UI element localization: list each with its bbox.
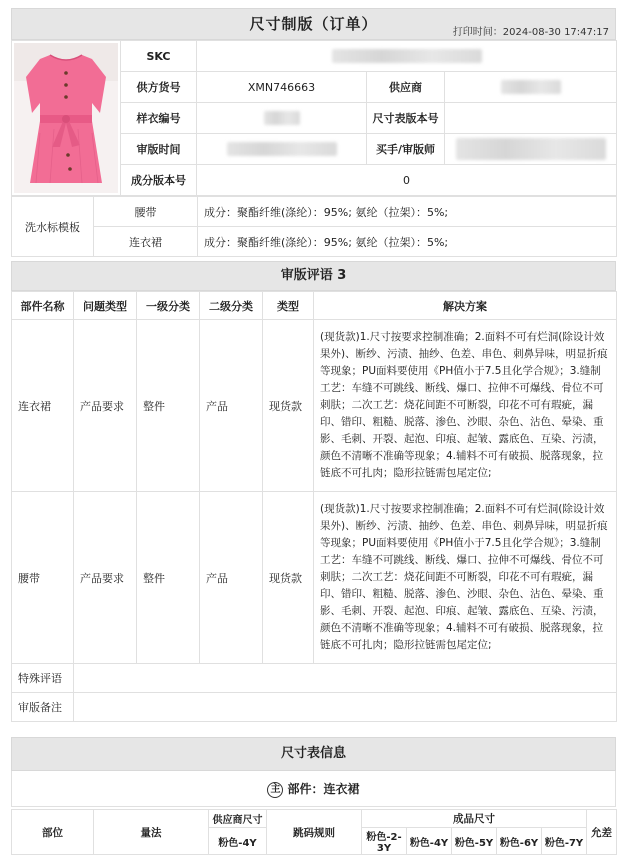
review-header-cat1: 一级分类 — [137, 292, 200, 320]
skc-value — [197, 41, 617, 72]
review-cat2: 产品 — [200, 492, 263, 664]
title-bar — [11, 8, 616, 40]
wash-label-template-label: 洗水标模板 — [12, 197, 94, 257]
review-kind: 现货款 — [263, 320, 314, 492]
size-header-supplier-size: 供应商尺寸 — [209, 810, 267, 828]
wash-value-dress: 成分：聚酯纤维(涤纶）：95%; 氨纶（拉架）：5%; — [198, 227, 617, 257]
size-header-grading: 跳码规则 — [267, 810, 362, 855]
size-header-position: 部位 — [12, 810, 94, 855]
product-photo-cell — [12, 41, 121, 196]
sample-no-label: 样衣编号 — [121, 103, 197, 134]
wash-part-belt: 腰带 — [94, 197, 198, 227]
special-comment-row — [12, 664, 617, 693]
review-header-part: 部件名称 — [12, 292, 74, 320]
size-chart-table — [11, 809, 617, 855]
review-kind: 现货款 — [263, 492, 314, 664]
size-header-size: 粉色-6Y — [497, 828, 542, 855]
size-header-size: 粉色-7Y — [542, 828, 587, 855]
table-row — [12, 492, 617, 664]
dress-image — [14, 43, 118, 193]
buyer-label: 买手/审版师 — [367, 134, 445, 165]
review-note-label: 审版备注 — [12, 693, 74, 722]
review-header-kind: 类型 — [263, 292, 314, 320]
review-note-value — [74, 693, 617, 722]
product-photo[interactable] — [14, 43, 118, 193]
special-comment-value — [74, 664, 617, 693]
skc-label: SKC — [121, 41, 197, 72]
supplier-item-value: XMN746663 — [197, 72, 367, 103]
supplier-label: 供应商 — [367, 72, 445, 103]
review-issue-type: 产品要求 — [74, 492, 137, 664]
page-title: 尺寸制版（订单） — [249, 15, 378, 33]
review-note-row — [12, 693, 617, 722]
review-section-title: 审版评语 3 — [11, 261, 616, 291]
wash-value-belt: 成分：聚酯纤维(涤纶）：95%; 氨纶（拉架）：5%; — [198, 197, 617, 227]
redacted-value — [456, 138, 606, 160]
composition-version-label: 成分版本号 — [121, 165, 197, 196]
review-time-value — [197, 134, 367, 165]
review-header-solution: 解决方案 — [314, 292, 617, 320]
redacted-value — [264, 111, 300, 125]
review-solution: (现货款)1.尺寸按要求控制准确；2.面料不可有烂洞(除设计效果外)、断纱、污渍、抽纱、色差、串色、刺鼻异味，明显折痕等现象；PU面料要使用《PH值小于7.5且化学合规》；3.缝制工艺：车缝不可跳线、断线、爆口、拉伸不可爆线、骨位不可刺肤；二次工艺：烧花间距不可断裂，印花不可有瑕疵，漏印、错印、粗糙、脱落、渗色、沙眼、杂色、沾色、晕染、重影、毛刺、开裂、起泡、印痕、起皱、露底色、互染、污渍，颜色不清晰不准确等现象；4.辅料不可有破损、脱落现象，拉链底不可扎肉；隐形拉链需包尾定位; — [314, 492, 617, 664]
review-time-label: 审版时间 — [121, 134, 197, 165]
page — [11, 8, 616, 855]
sample-no-value — [197, 103, 367, 134]
review-issue-type: 产品要求 — [74, 320, 137, 492]
review-cat1: 整件 — [137, 320, 200, 492]
size-header-size: 粉色-5Y — [452, 828, 497, 855]
review-table — [11, 291, 617, 722]
size-header-supplier-size-sub: 粉色-4Y — [209, 828, 267, 855]
info-table — [11, 40, 617, 196]
size-chart-version-value — [445, 103, 617, 134]
redacted-value — [332, 49, 482, 63]
special-comment-label: 特殊评语 — [12, 664, 74, 693]
review-solution: (现货款)1.尺寸按要求控制准确；2.面料不可有烂洞(除设计效果外)、断纱、污渍、抽纱、色差、串色、刺鼻异味，明显折痕等现象；PU面料要使用《PH值小于7.5且化学合规》；3.缝制工艺：车缝不可跳线、断线、爆口、拉伸不可爆线、骨位不可刺肤；二次工艺：烧花间距不可断裂，印花不可有瑕疵，漏印、错印、粗糙、脱落、渗色、沙眼、杂色、沾色、晕染、重影、毛刺、开裂、起泡、印痕、起皱、露底色、互染、污渍，颜色不清晰不准确等现象；4.辅料不可有破损、脱落现象，拉链底不可扎肉；隐形拉链需包尾定位; — [314, 320, 617, 492]
size-chart-version-label: 尺寸表版本号 — [367, 103, 445, 134]
size-header-tolerance: 允差 — [587, 810, 617, 855]
supplier-item-label: 供方货号 — [121, 72, 197, 103]
review-header-issue-type: 问题类型 — [74, 292, 137, 320]
size-header-method: 量法 — [94, 810, 209, 855]
table-row — [12, 320, 617, 492]
redacted-value — [501, 80, 561, 94]
buyer-value — [445, 134, 617, 165]
size-header-product-size: 成品尺寸 — [362, 810, 587, 828]
supplier-value — [445, 72, 617, 103]
size-chart-part-label: 部件：连衣裙 — [287, 782, 360, 796]
print-time: 打印时间：2024-08-30 17:47:17 — [452, 27, 609, 38]
wash-part-dress: 连衣裙 — [94, 227, 198, 257]
review-cat1: 整件 — [137, 492, 200, 664]
wash-label-table — [11, 196, 617, 257]
size-header-size: 粉色-2-3Y — [362, 828, 407, 855]
review-header-cat2: 二级分类 — [200, 292, 263, 320]
review-cat2: 产品 — [200, 320, 263, 492]
size-chart-section-title: 尺寸表信息 — [11, 737, 616, 771]
redacted-value — [227, 142, 337, 156]
review-part: 腰带 — [12, 492, 74, 664]
size-chart-part-row — [11, 771, 616, 807]
review-part: 连衣裙 — [12, 320, 74, 492]
main-part-marker: 主 — [267, 782, 283, 798]
size-header-size: 粉色-4Y — [407, 828, 452, 855]
composition-version-value: 0 — [197, 165, 617, 196]
